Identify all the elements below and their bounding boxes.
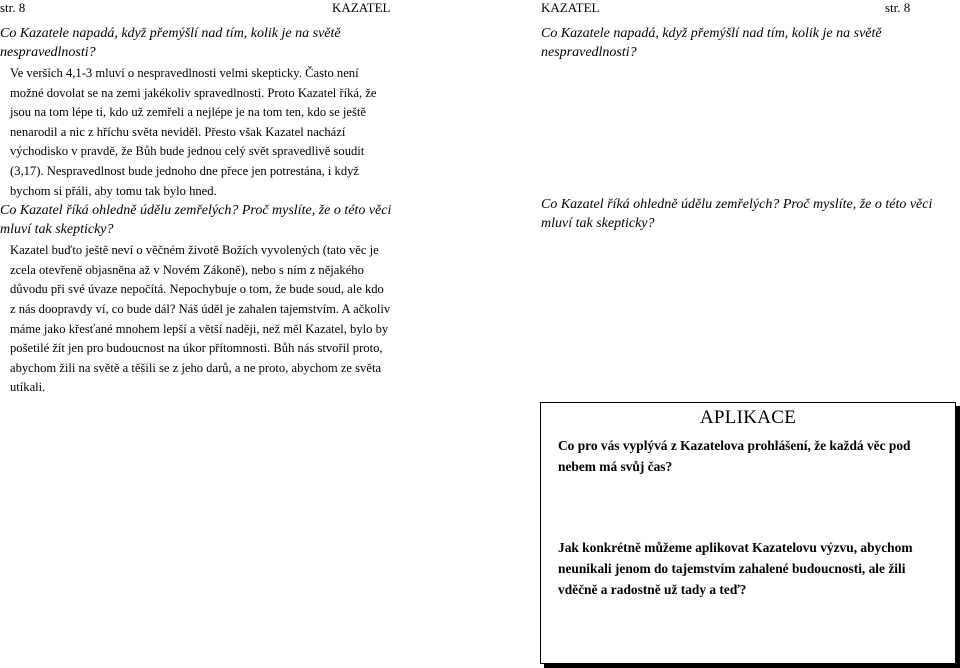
right-header-title: KAZATEL [541, 0, 600, 15]
left-answer-dead: Kazatel buďto ještě neví o věčném životě Božích vyvolených (tato věc je zcela otevřeně objasněna až v Novém Zákoně), nebo s ním z nějakého důvodu při své úvaze nepočítá. Nepochybuje o tom, že bude soud, ale kdo z nás doopravdy ví, co bude dál? Náš úděl je zahalen tajemstvím. A ačkoliv máme jako křesťané mnohem lepší a větší naději, než měl Kazatel, bylo by pošetilé žít jen pro budoucnost na úkor přítomnosti. Bůh nás stvořil proto, abychom žili na světě a těšili se z jeho darů, a ne proto, abychom ze světa utíkali. [10, 243, 391, 395]
application-question-2: Jak konkrétně můžeme aplikovat Kazatelovu výzvu, abychom neunikali jenom do tajemstvím zahalené budoucnosti, ale žili vděčně a radostně už tady a teď? [558, 540, 913, 597]
right-question-injustice: Co Kazatele napadá, když přemýšlí nad tím, kolik je na světě nespravedlnosti? [541, 26, 882, 60]
left-question-injustice: Co Kazatele napadá, když přemýšlí nad tím, kolik je na světě nespravedlnosti? [0, 26, 341, 60]
application-question-1: Co pro vás vyplývá z Kazatelova prohlášení, že každá věc pod nebem má svůj čas? [558, 438, 911, 474]
left-header-title: KAZATEL [332, 0, 391, 15]
left-question-dead: Co Kazatel říká ohledně údělu zemřelých? Proč myslíte, že o této věci mluví tak skepticky? [0, 203, 392, 238]
left-page-header [0, 0, 392, 16]
left-answer-injustice: Ve verších 4,1-3 mluví o nespravedlnosti velmi skepticky. Často není možné dovolat se na zemi jakékoliv spravedlnosti. Proto Kazatel říká, že jsou na tom lépe ti, kdo už zemřeli a nejlépe je na tom ten, kdo se ještě nenarodil a nic z hříchu světa neviděl. Přesto však Kazatel nachází východisko v pravdě, že Bůh bude jednou celý svět spravedlivě soudit (3,17). Nespravedlnost bude jednoho dne přece jen potrestána, i když bychom si přáli, aby tomu tak bylo hned. [10, 66, 377, 198]
application-box [540, 402, 956, 664]
left-page [0, 0, 392, 398]
right-page-header [541, 0, 960, 16]
right-page-number: str. 8 [885, 0, 911, 15]
right-question-dead: Co Kazatel říká ohledně údělu zemřelých? Proč myslíte, že o této věci mluví tak skepticky? [541, 197, 933, 231]
application-title: APLIKACE [699, 407, 797, 428]
left-page-number: str. 8 [0, 0, 26, 15]
